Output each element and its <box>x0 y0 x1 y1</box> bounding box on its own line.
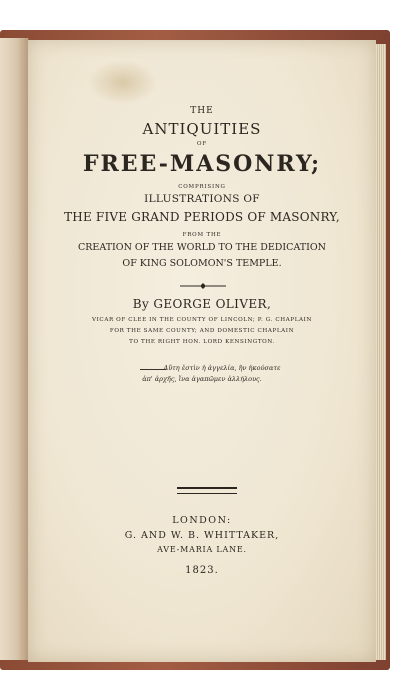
foxing-stain <box>88 60 158 105</box>
author-line: By GEORGE OLIVER, <box>132 297 272 311</box>
title-the: THE <box>190 106 214 116</box>
title-from-the: FROM THE <box>182 232 222 238</box>
imprint-london: LONDON: <box>172 515 232 526</box>
title-page <box>28 40 376 662</box>
imprint-address: AVE-MARIA LANE. <box>157 545 247 554</box>
front-board-edge <box>0 38 29 660</box>
author-credentials-3: TO THE RIGHT HON. LORD KENSINGTON. <box>129 339 275 345</box>
imprint-publisher: G. AND W. B. WHITTAKER, <box>124 530 280 541</box>
ornamental-rule-icon <box>178 282 228 290</box>
epigraph-line-2: ἀπ' ἀρχῆς, ἵνα ἀγαπῶμεν ἀλλήλους. <box>142 375 262 383</box>
title-creation-line: CREATION OF THE WORLD TO THE DEDICATION <box>78 242 326 253</box>
title-illustrations-of: ILLUSTRATIONS OF <box>144 193 260 205</box>
double-rule-divider <box>177 487 237 494</box>
title-free-masonry: FREE-MASONRY; <box>82 151 322 177</box>
author-credentials-1: VICAR OF CLEE IN THE COUNTY OF LINCOLN; P. G. CHAPLAIN <box>91 317 312 323</box>
author-credentials-2: FOR THE SAME COUNTY; AND DOMESTIC CHAPLAIN <box>109 328 295 334</box>
epigraph-line-1: Αὕτη ἐστὶν ἡ ἀγγελία, ἣν ἠκούσατε <box>163 364 281 372</box>
title-king-solomon-line: OF KING SOLOMON'S TEMPLE. <box>122 258 282 269</box>
title-comprising: COMPRISING <box>178 184 226 190</box>
title-antiquities: ANTIQUITIES <box>142 120 262 138</box>
title-five-grand-periods: THE FIVE GRAND PERIODS OF MASONRY, <box>64 210 340 224</box>
imprint-year: 1823. <box>185 565 219 576</box>
title-of: OF <box>197 141 207 147</box>
